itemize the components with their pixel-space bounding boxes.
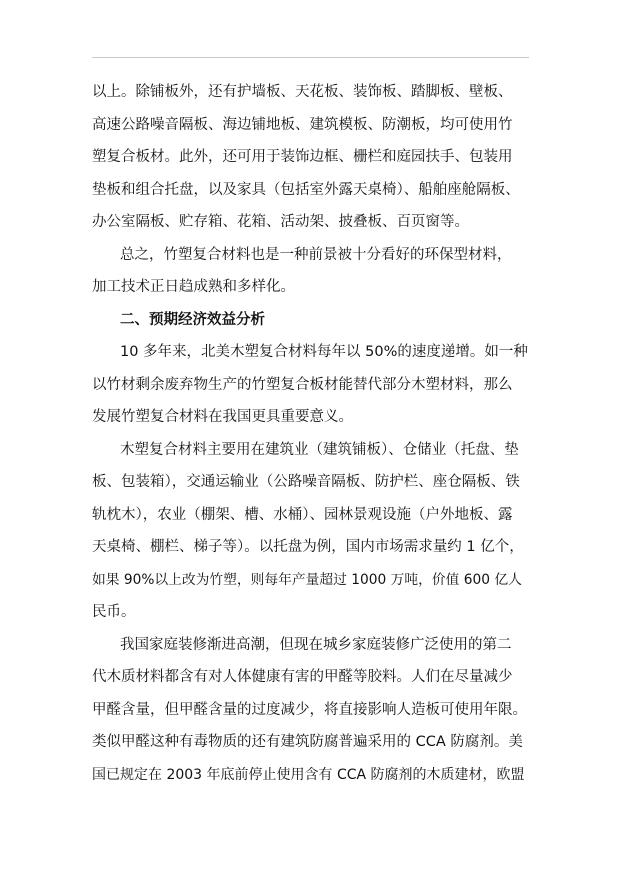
text-line: 国已规定在 2003 年底前停止使用含有 CCA 防腐剂的木质建材，欧盟 [92,766,525,783]
text-line: 我国家庭装修渐进高潮，但现在城乡家庭装修广泛使用的第二 [120,636,512,653]
text-line: 天桌椅、棚栏、梯子等）。以托盘为例，国内市场需求量约 1 亿个， [92,539,524,555]
text-line: 类似甲醛这种有毒物质的还有建筑防腐普遍采用的 CCA 防腐剂。美 [92,734,523,750]
text-line: 垫板和组合托盘，以及家具（包括室外露天桌椅）、船舶座舱隔板、 [92,181,520,198]
text-line: 10 多年来，北美木塑复合材料每年以 50%的速度递增。如一种 [120,344,528,360]
text-line: 以上。除铺板外，还有护墙板、天花板、装饰板、踏脚板、壁板、 [92,84,513,100]
text-line: 加工技术正日趋成熟和多样化。 [92,279,295,295]
text-line: 板、包装箱），交通运输业（公路噪音隔板、防护栏、座仓隔板、铁 [92,474,520,490]
text-line: 木塑复合材料主要用在建筑业（建筑铺板）、仓储业（托盘、垫 [120,441,519,458]
text-line: 发展竹塑复合材料在我国更具重要意义。 [92,409,353,425]
text-line: 代木质材料都含有对人体健康有害的甲醛等胶料。人们在尽量减少 [92,669,513,685]
document-body [92,76,529,791]
text-line: 以竹材剩余废弃物生产的竹塑复合板材能替代部分木塑材料，那么 [92,376,513,393]
text-line: 民币。 [92,604,136,620]
text-line: 甲醛含量，但甲醛含量的过度减少，将直接影响人造板可使用年限。 [92,701,527,718]
header-rule [92,57,529,58]
text-line: 办公室隔板、贮存箱、花箱、活动架、披叠板、百页窗等。 [92,214,469,230]
text-line: 总之，竹塑复合材料也是一种前景被十分看好的环保型材料， [120,246,512,263]
text-line: 如果 90%以上改为竹塑，则每年产量超过 1000 万吨，价值 600 亿人 [92,571,522,588]
section-heading: 二、预期经济效益分析 [120,311,265,328]
text-line: 轨枕木），农业（棚架、槽、水桶）、园林景观设施（户外地板、露 [92,506,513,523]
text-line: 高速公路噪音隔板、海边铺地板、建筑模板、防潮板，均可使用竹 [92,116,513,133]
text-line: 塑复合板材。此外，还可用于装饰边框、栅栏和庭园扶手、包装用 [92,149,513,165]
